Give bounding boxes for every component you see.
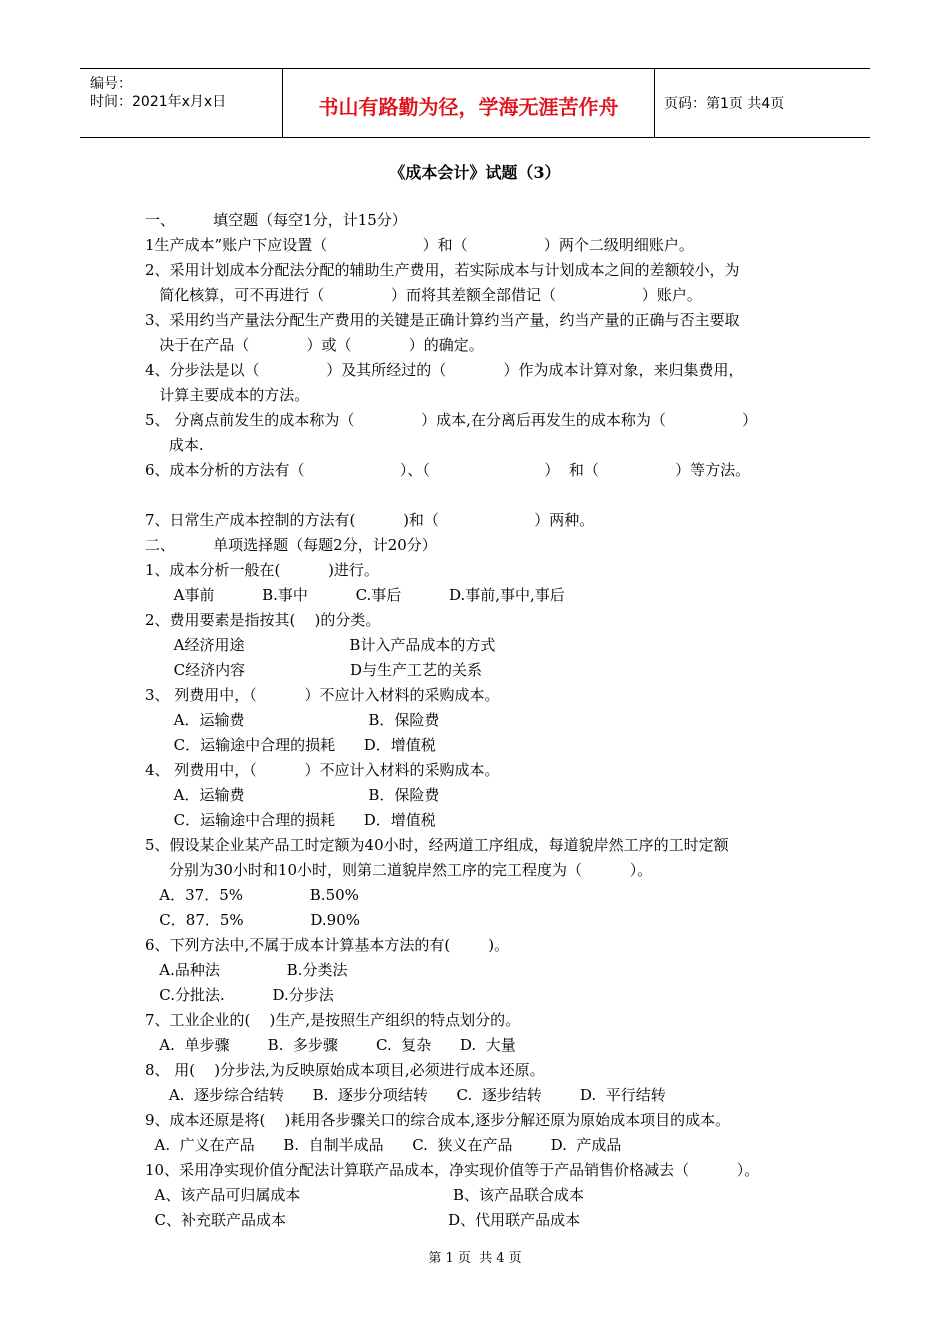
question-line: 5、 分离点前发生的成本称为（ ）成本,在分离后再发生的成本称为（ ） (145, 411, 758, 429)
option-line: C．运输途中合理的损耗 D．增值税 (145, 811, 436, 829)
option-line: A. 逐步综合结转 B. 逐步分项结转 C. 逐步结转 D. 平行结转 (145, 1086, 666, 1104)
question-line: 决于在产品（ ）或（ ）的确定。 (145, 336, 484, 354)
question-line: 6、下列方法中,不属于成本计算基本方法的有( )。 (145, 936, 510, 954)
question-line: 简化核算，可不再进行（ ）而将其差额全部借记（ ）账户。 (145, 286, 702, 304)
header-left-cell (80, 69, 283, 137)
question-line: 成本. (145, 436, 204, 454)
option-line: A、该产品可归属成本 B、该产品联合成本 (145, 1186, 584, 1204)
serial-label: 编号： (90, 76, 132, 92)
header-middle-cell (283, 69, 655, 137)
option-line: A. 广义在产品 B. 自制半成品 C. 狭义在产品 D. 产成品 (145, 1136, 622, 1154)
question-line: 6、成本分析的方法有（ ）、（ ） 和（ ）等方法。 (145, 461, 751, 479)
question-line: 7、日常生产成本控制的方法有( )和（ ）两种。 (145, 511, 595, 529)
option-line: A事前 B.事中 C.事后 D.事前,事中,事后 (145, 586, 565, 604)
option-line: A．运输费 B．保险费 (145, 786, 440, 804)
question-line: 4、分步法是以（ ）及其所经过的（ ）作为成本计算对象，来归集费用， (145, 361, 744, 379)
header-right-cell (655, 69, 870, 137)
question-line: 3、采用约当产量法分配生产费用的关键是正确计算约当产量，约当产量的正确与否主要取 (145, 311, 740, 329)
question-line: 1生产成本”账户下应设置（ ）和（ ）两个二级明细账户。 (145, 236, 694, 254)
page-footer: 第 1 页 共 4 页 (428, 1251, 522, 1266)
question-line: 9、成本还原是将( )耗用各步骤关口的综合成本,逐步分解还原为原始成本项目的成本。 (145, 1111, 731, 1129)
section-heading: 二、 单项选择题（每题2分，计20分） (145, 536, 437, 554)
option-line: C、补充联产品成本 D、代用联产品成本 (145, 1211, 581, 1229)
option-line: A．37．5% B.50% (145, 886, 359, 904)
option-line: A．运输费 B．保险费 (145, 711, 440, 729)
option-line: A. 单步骤 B. 多步骤 C. 复杂 D. 大量 (145, 1036, 516, 1054)
question-line: 3、 列费用中，（ ）不应计入材料的采购成本。 (145, 686, 500, 704)
option-line: C．87．5% D.90% (145, 911, 361, 929)
option-line: C．运输途中合理的损耗 D．增值税 (145, 736, 436, 754)
section-heading: 一、 填空题（每空1分，计15分） (145, 211, 407, 229)
option-line: C经济内容 D与生产工艺的关系 (145, 661, 483, 679)
option-line: A.品种法 B.分类法 (145, 961, 348, 979)
option-line: A经济用途 B计入产品成本的方式 (145, 636, 496, 654)
question-line: 8、 用( )分步法,为反映原始成本项目,必须进行成本还原。 (145, 1061, 545, 1079)
question-line: 1、成本分析一般在( )进行。 (145, 561, 379, 579)
document-title: 《成本会计》试题（3） (389, 163, 561, 182)
question-line: 5、假设某企业某产品工时定额为40小时，经两道工序组成，每道貌岸然工序的工时定额 (145, 836, 729, 854)
question-line: 2、采用计划成本分配法分配的辅助生产费用，若实际成本与计划成本之间的差额较小，为 (145, 261, 740, 279)
question-line: 2、费用要素是指按其( )的分类。 (145, 611, 381, 629)
question-line: 7、工业企业的( )生产,是按照生产组织的特点划分的。 (145, 1011, 521, 1029)
question-line: 计算主要成本的方法。 (145, 386, 310, 404)
header-page-info: 页码：第1页 共4页 (664, 96, 785, 112)
question-line: 4、 列费用中，（ ）不应计入材料的采购成本。 (145, 761, 500, 779)
question-line: 分别为30小时和10小时，则第二道貌岸然工序的完工程度为（ ）。 (145, 861, 653, 879)
option-line: C.分批法. D.分步法 (145, 986, 334, 1004)
question-line: 10、采用净实现价值分配法计算联产品成本，净实现价值等于产品销售价格减去（ ）。 (145, 1161, 760, 1179)
time-label: 时间：2021年x月x日 (90, 94, 227, 110)
header-motto: 书山有路勤为径，学海无涯苦作舟 (318, 95, 619, 119)
document-header (80, 68, 870, 138)
